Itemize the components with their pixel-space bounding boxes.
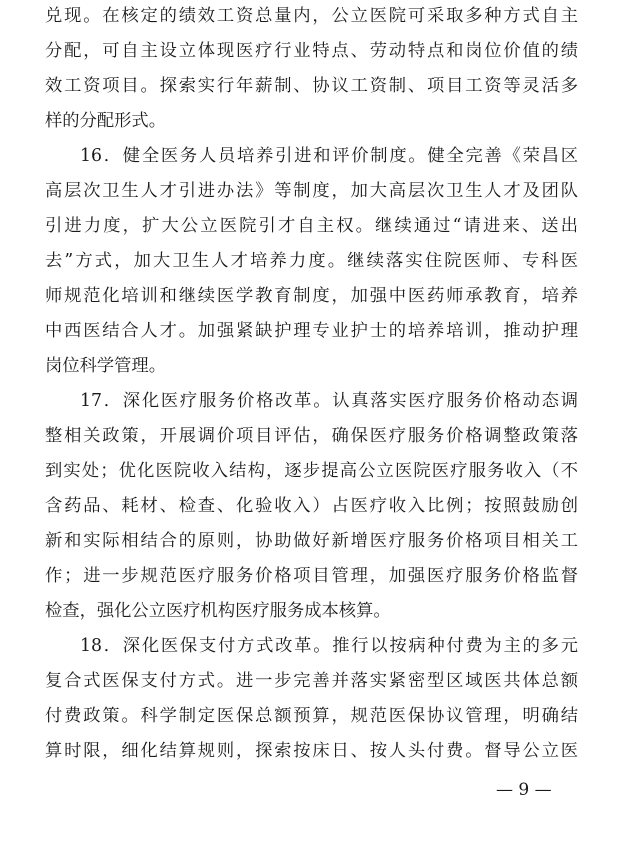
text-line: 新和实际相结合的原则，协助做好新增医疗服务价格项目相关工 [45,531,578,551]
text-line: 作；进一步规范医疗服务价格项目管理，加强医疗服务价格监督 [45,566,578,586]
text-line: 岗位科学管理。 [45,356,166,376]
text-line: 含药品、耗材、检查、化验收入）占医疗收入比例；按照鼓励创 [45,496,578,516]
section-heading-line: 17．深化医疗服务价格改革。认真落实医疗服务价格动态调 [80,391,578,411]
page-number: — 9 — [496,780,552,800]
text-line: 兑现。在核定的绩效工资总量内，公立医院可采取多种方式自主 [45,6,578,26]
text-line: 分配，可自主设立体现医疗行业特点、劳动特点和岗位价值的绩 [45,41,578,61]
text-line: 付费政策。科学制定医保总额预算，规范医保协议管理，明确结 [45,706,578,726]
text-line: 检查，强化公立医疗机构医疗服务成本核算。 [45,601,391,621]
text-line: 中西医结合人才。加强紧缺护理专业护士的培养培训，推动护理 [45,321,578,341]
text-line: 去”方式，加大卫生人才培养力度。继续落实住院医师、专科医 [45,251,578,271]
text-line: 效工资项目。探索实行年薪制、协议工资制、项目工资等灵活多 [45,76,578,96]
text-line: 师规范化培训和继续医学教育制度，加强中医药师承教育，培养 [45,286,578,306]
text-line: 整相关政策，开展调价项目评估，确保医疗服务价格调整政策落 [45,426,578,446]
text-line: 算时限，细化结算规则，探索按床日、按人头付费。督导公立医 [45,741,578,761]
text-line: 到实处；优化医院收入结构，逐步提高公立医院医疗服务收入（不 [45,461,578,481]
text-line: 样的分配形式。 [45,111,166,131]
text-line: 引进力度，扩大公立医院引才自主权。继续通过“请进来、送出 [45,216,578,236]
text-line: 高层次卫生人才引进办法》等制度，加大高层次卫生人才及团队 [45,181,578,201]
section-heading-line: 16．健全医务人员培养引进和评价制度。健全完善《荣昌区 [80,146,578,166]
section-heading-line: 18．深化医保支付方式改革。推行以按病种付费为主的多元 [80,636,578,656]
text-line: 复合式医保支付方式。进一步完善并落实紧密型区域医共体总额 [45,671,578,691]
